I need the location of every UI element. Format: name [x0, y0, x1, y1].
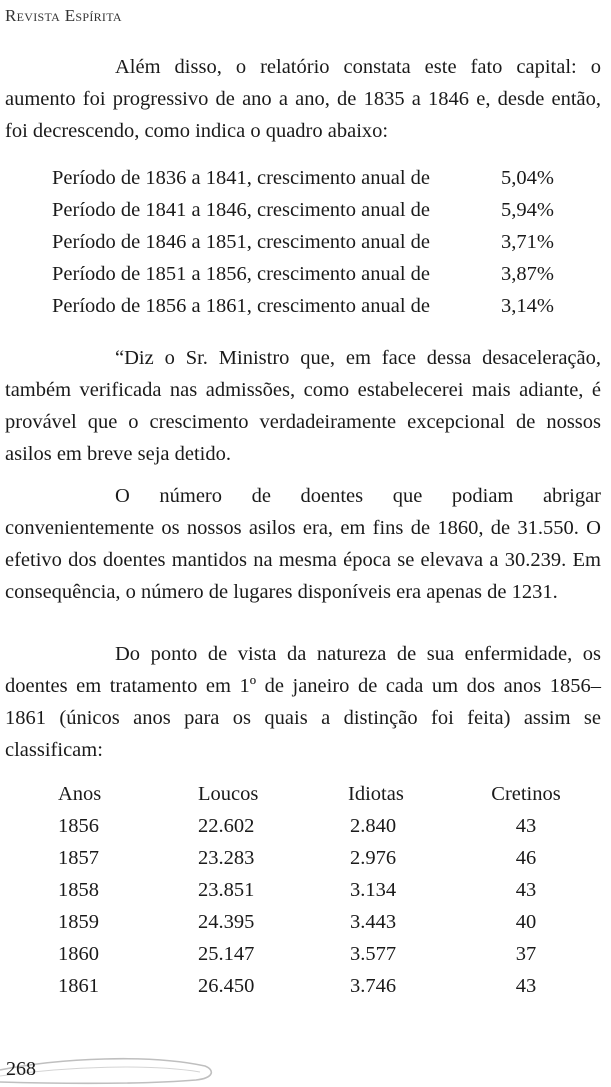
- growth-period-label: Período de 1856 a 1861, crescimento anual de: [52, 295, 430, 317]
- cell-cretinos: 37: [515, 943, 537, 965]
- cell-ano: 1857: [58, 847, 99, 869]
- growth-row: [52, 258, 562, 290]
- growth-rate-value: 3,71%: [501, 231, 554, 253]
- table-row: [58, 938, 578, 970]
- cell-cretinos: 43: [515, 975, 537, 997]
- cell-loucos: 25.147: [198, 943, 255, 965]
- cell-ano: 1861: [58, 975, 99, 997]
- paragraph-classification: Do ponto de vista da natureza de sua enfermidade, os doentes em tratamento em 1º de janeiro de cada um dos anos 1856–1861 (únicos anos para os quais a distinção foi feita) assim se classificam:: [5, 643, 601, 761]
- cell-cretinos: 43: [515, 815, 537, 837]
- table-row: [58, 874, 578, 906]
- cell-cretinos: 46: [515, 847, 537, 869]
- column-header-cretinos: Cretinos: [491, 783, 561, 805]
- column-header-anos: Anos: [58, 783, 102, 805]
- cell-ano: 1860: [58, 943, 99, 965]
- growth-period-label: Período de 1836 a 1841, crescimento anual de: [52, 167, 430, 189]
- column-header-idiotas: Idiotas: [348, 783, 404, 805]
- cell-cretinos: 43: [515, 879, 537, 901]
- growth-row: [52, 226, 562, 258]
- cell-loucos: 22.602: [198, 815, 255, 837]
- table-row: [58, 810, 578, 842]
- cell-ano: 1856: [58, 815, 99, 837]
- cell-ano: 1858: [58, 879, 99, 901]
- growth-rate-value: 3,87%: [501, 263, 554, 285]
- growth-row: [52, 290, 562, 322]
- paragraph-capacity: O número de doentes que podiam abrigar convenientemente os nossos asilos era, em fins de 1860, de 31.550. O efetivo dos doentes mantidos na mesma época se elevava a 30.239. Em consequência, o número de lugares disponíveis era apenas de 1231.: [5, 485, 601, 603]
- cell-idiotas: 2.840: [350, 815, 397, 837]
- growth-period-label: Período de 1851 a 1856, crescimento anual de: [52, 263, 430, 285]
- growth-row: [52, 162, 562, 194]
- growth-period-label: Período de 1846 a 1851, crescimento anual de: [52, 231, 430, 253]
- cell-idiotas: 3.577: [350, 943, 397, 965]
- growth-period-label: Período de 1841 a 1846, crescimento anual de: [52, 199, 430, 221]
- growth-rate-value: 5,04%: [501, 167, 554, 189]
- page-number: 268: [6, 1058, 36, 1080]
- table-row: [58, 906, 578, 938]
- cell-idiotas: 3.134: [350, 879, 397, 901]
- cell-ano: 1859: [58, 911, 99, 933]
- cell-loucos: 26.450: [198, 975, 255, 997]
- cell-idiotas: 3.443: [350, 911, 397, 933]
- paragraph-intro: Além disso, o relatório constata este fato capital: o aumento foi progressivo de ano a ano, de 1835 a 1846 e, desde então, foi decrescendo, como indica o quadro abaixo:: [5, 56, 601, 142]
- paragraph-minister-quote: “Diz o Sr. Ministro que, em face dessa desaceleração, também verificada nas admissões, como estabelecerei mais adiante, é provável que o crescimento verdadeiramente excepcional de nossos asilos em breve seja detido.: [5, 347, 601, 465]
- cell-loucos: 24.395: [198, 911, 255, 933]
- column-header-loucos: Loucos: [198, 783, 259, 805]
- patients-table: [58, 778, 578, 1002]
- cell-cretinos: 40: [515, 911, 537, 933]
- table-row: [58, 970, 578, 1002]
- table-header-row: [58, 778, 578, 810]
- growth-row: [52, 194, 562, 226]
- cell-loucos: 23.283: [198, 847, 255, 869]
- cell-idiotas: 2.976: [350, 847, 397, 869]
- growth-rate-value: 3,14%: [501, 295, 554, 317]
- growth-rate-value: 5,94%: [501, 199, 554, 221]
- footer-ornament: [0, 1040, 240, 1087]
- cell-idiotas: 3.746: [350, 975, 397, 997]
- cell-loucos: 23.851: [198, 879, 255, 901]
- running-header: Revista Espírita: [5, 6, 122, 25]
- table-row: [58, 842, 578, 874]
- growth-rate-table: [52, 162, 562, 322]
